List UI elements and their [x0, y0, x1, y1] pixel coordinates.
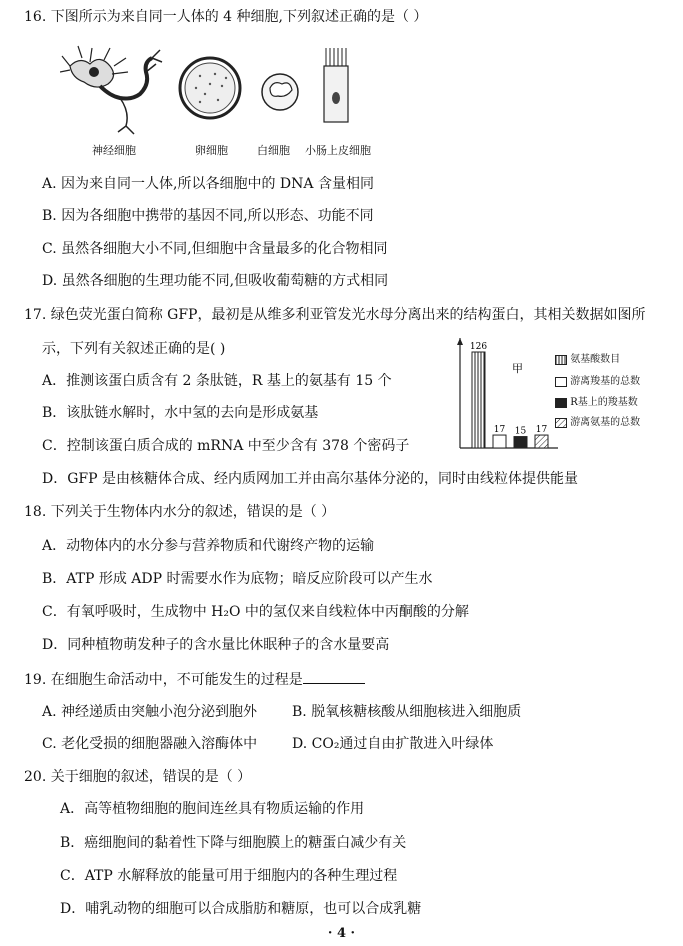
q17-stem: 17. 绿色荧光蛋白简称 GFP，最初是从维多利亚管发光水母分离出来的结构蛋白，其相关数据如图所 — [24, 307, 646, 323]
q17-stem-continued: 示，下列有关叙述正确的是( ) — [42, 341, 226, 357]
q20-option-c: C．ATP 水解释放的能量可用于细胞内的各种生理过程 — [60, 868, 398, 884]
bar-free-amino — [535, 435, 548, 448]
cell-illustrations — [60, 36, 390, 136]
legend-swatch-white — [555, 377, 567, 387]
q19-stem: 19. 在细胞生命活动中，不可能发生的过程是 — [24, 669, 365, 689]
bar-free-carboxyl-label: 17 — [493, 425, 506, 436]
q16-stem: 16. 下图所示为来自同一人体的 4 种细胞,下列叙述正确的是（ ） — [24, 9, 428, 25]
legend-amino-acid-count: 氨基酸数目 — [555, 350, 620, 365]
neuron-illustration — [60, 46, 162, 134]
egg-cell-illustration — [180, 58, 240, 118]
bar-r-carboxyl-label: 15 — [514, 426, 527, 437]
page-number: · 4 · — [327, 926, 356, 941]
chart-annotation: 甲 — [512, 362, 523, 375]
bar-free-carboxyl — [493, 435, 506, 448]
caption-intestinal-cell: 小肠上皮细胞 — [305, 144, 371, 157]
q19-option-a: A. 神经递质由突触小泡分泌到胞外 — [42, 704, 258, 720]
legend-r-carboxyl: R基上的羧基数 — [555, 393, 638, 408]
q18-option-c: C．有氧呼吸时，生成物中 H₂O 中的氢仅来自线粒体中丙酮酸的分解 — [42, 604, 469, 620]
bar-amino-acid-count-label: 126 — [469, 342, 488, 352]
q17-option-d: D．GFP 是由核糖体合成、经内质网加工并由高尔基体分泌的，同时由线粒体提供能量 — [42, 471, 578, 487]
bar-r-carboxyl — [514, 437, 527, 448]
intestinal-cell-illustration — [324, 48, 348, 122]
caption-white-blood-cell: 白细胞 — [257, 144, 290, 157]
q16-option-a: A. 因为来自同一人体,所以各细胞中的 DNA 含量相同 — [42, 176, 374, 192]
q18-option-b: B．ATP 形成 ADP 时需要水作为底物；暗反应阶段可以产生水 — [42, 571, 433, 587]
q16-option-b: B. 因为各细胞中携带的基因不同,所以形态、功能不同 — [42, 208, 374, 224]
gfp-bar-chart — [450, 338, 560, 450]
legend-free-carboxyl: 游离羧基的总数 — [555, 372, 640, 387]
q19-option-d: D. CO₂通过自由扩散进入叶绿体 — [292, 736, 494, 752]
q20-option-a: A．高等植物细胞的胞间连丝具有物质运输的作用 — [60, 801, 365, 817]
q18-option-a: A．动物体内的水分参与营养物质和代谢终产物的运输 — [42, 538, 375, 554]
q17-option-b: B．该肽链水解时，水中氢的去向是形成氨基 — [42, 405, 319, 421]
legend-swatch-vertical-stripe — [555, 355, 567, 365]
q17-option-c: C．控制该蛋白质合成的 mRNA 中至少含有 378 个密码子 — [42, 438, 410, 454]
q16-option-c: C. 虽然各细胞大小不同,但细胞中含量最多的化合物相同 — [42, 241, 388, 257]
legend-swatch-black — [555, 398, 567, 408]
q18-stem: 18. 下列关于生物体内水分的叙述，错误的是（ ） — [24, 504, 336, 520]
caption-neuron: 神经细胞 — [92, 144, 136, 157]
legend-free-amino: 游离氨基的总数 — [555, 413, 640, 428]
q17-option-a: A．推测该蛋白质含有 2 条肽链，R 基上的氨基有 15 个 — [42, 373, 392, 389]
q16-option-d: D. 虽然各细胞的生理功能不同,但吸收葡萄糖的方式相同 — [42, 273, 389, 289]
legend-swatch-diagonal — [555, 418, 567, 428]
answer-blank — [303, 669, 365, 684]
bar-free-amino-label: 17 — [535, 425, 548, 436]
q20-option-b: B．癌细胞间的黏着性下降与细胞膜上的糖蛋白减少有关 — [60, 835, 407, 851]
q20-option-d: D．哺乳动物的细胞可以合成脂肪和糖原，也可以合成乳糖 — [60, 901, 422, 917]
q19-option-b: B. 脱氧核糖核酸从细胞核进入细胞质 — [292, 704, 522, 720]
caption-egg-cell: 卵细胞 — [195, 144, 228, 157]
white-blood-cell-illustration — [262, 74, 298, 110]
bar-amino-acid-count — [472, 352, 485, 448]
q19-option-c: C. 老化受损的细胞器融入溶酶体中 — [42, 736, 258, 752]
q20-stem: 20. 关于细胞的叙述，错误的是（ ） — [24, 769, 252, 785]
q18-option-d: D．同种植物萌发种子的含水量比休眠种子的含水量要高 — [42, 637, 390, 653]
y-axis-arrow — [457, 338, 463, 345]
